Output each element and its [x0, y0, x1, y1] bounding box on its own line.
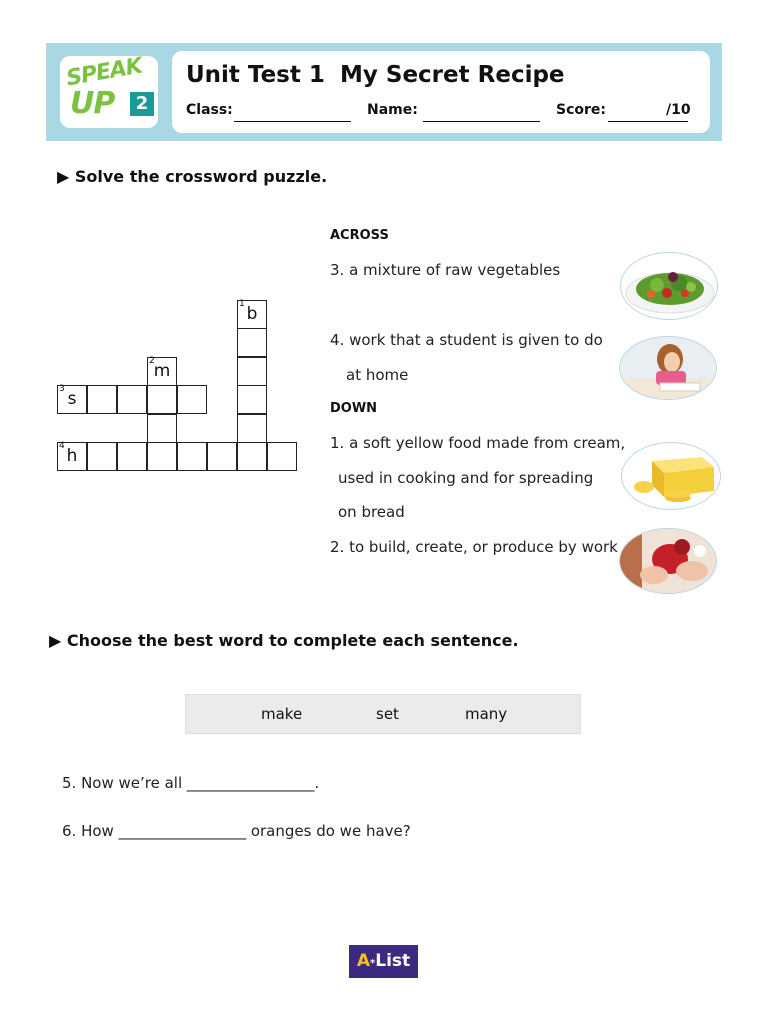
clue-number: 3 [59, 384, 65, 394]
crossword-cell[interactable] [237, 328, 267, 357]
crossword-cell[interactable] [117, 385, 147, 414]
down-heading: DOWN [330, 401, 378, 416]
across-clue: at home [346, 366, 409, 384]
a-list-logo: A*List [349, 945, 418, 978]
score-label: Score: [556, 102, 606, 118]
score-field[interactable] [608, 121, 688, 122]
crossword-cell[interactable] [57, 442, 87, 471]
word-bank-item: make [261, 705, 303, 723]
word-bank [185, 694, 581, 734]
crossword-cell[interactable] [237, 414, 267, 443]
name-label: Name: [367, 102, 418, 118]
word-bank-item: set [376, 705, 399, 723]
crossword-cell[interactable] [87, 385, 117, 414]
clue-number: 4 [59, 441, 65, 451]
header-banner [46, 43, 722, 141]
craft-image [619, 528, 717, 594]
crossword-cell[interactable] [237, 385, 267, 414]
clue-number: 2 [149, 356, 155, 366]
crossword-cell[interactable] [147, 442, 177, 471]
down-clue: on bread [338, 503, 405, 521]
word-bank-item: many [465, 705, 508, 723]
cell-letter: m [153, 361, 171, 381]
butter-image [621, 442, 721, 510]
down-clue: 2. to build, create, or produce by work [330, 538, 618, 556]
crossword-instruction: ▶ Solve the crossword puzzle. [57, 167, 328, 186]
sentence-6: 6. How _________________ oranges do we have? [62, 822, 411, 840]
page-title: My Secret Recipe [340, 62, 565, 88]
cell-letter: h [66, 446, 78, 466]
down-clue: used in cooking and for spreading [338, 469, 594, 487]
speak-up-logo [60, 53, 158, 128]
score-max: /10 [666, 102, 691, 118]
clue-number: 1 [239, 299, 245, 309]
crossword-cell[interactable] [177, 442, 207, 471]
across-clue: 3. a mixture of raw vegetables [330, 261, 561, 279]
across-heading: ACROSS [330, 228, 389, 243]
homework-image [619, 336, 717, 400]
class-field[interactable] [234, 121, 351, 122]
crossword-cell[interactable] [57, 385, 87, 414]
logo-up-text: UP [70, 86, 115, 121]
salad-image [620, 252, 718, 320]
crossword-cell[interactable] [147, 385, 177, 414]
unit-title: Unit Test 1 [186, 62, 325, 88]
title-box [172, 51, 710, 133]
crossword-cell[interactable] [267, 442, 297, 471]
crossword-cell[interactable] [237, 357, 267, 386]
crossword-cell[interactable] [147, 357, 177, 386]
crossword-cell[interactable] [177, 385, 207, 414]
cell-letter: s [67, 389, 77, 409]
crossword-cell[interactable] [87, 442, 117, 471]
name-field[interactable] [423, 121, 540, 122]
sentence-5: 5. Now we’re all _________________. [62, 774, 320, 792]
logo-speak-text: SPEAK [64, 53, 144, 92]
crossword-cell[interactable] [117, 442, 147, 471]
across-clue: 4. work that a student is given to do [330, 331, 603, 349]
crossword-cell[interactable] [147, 414, 177, 443]
cell-letter: b [246, 304, 258, 324]
down-clue: 1. a soft yellow food made from cream, [330, 434, 626, 452]
crossword-cell[interactable] [207, 442, 237, 471]
fill-in-instruction: ▶ Choose the best word to complete each sentence. [49, 631, 519, 650]
crossword-cell[interactable] [237, 300, 267, 329]
class-label: Class: [186, 102, 233, 118]
logo-level-badge: 2 [130, 92, 154, 116]
crossword-cell[interactable] [237, 442, 267, 471]
